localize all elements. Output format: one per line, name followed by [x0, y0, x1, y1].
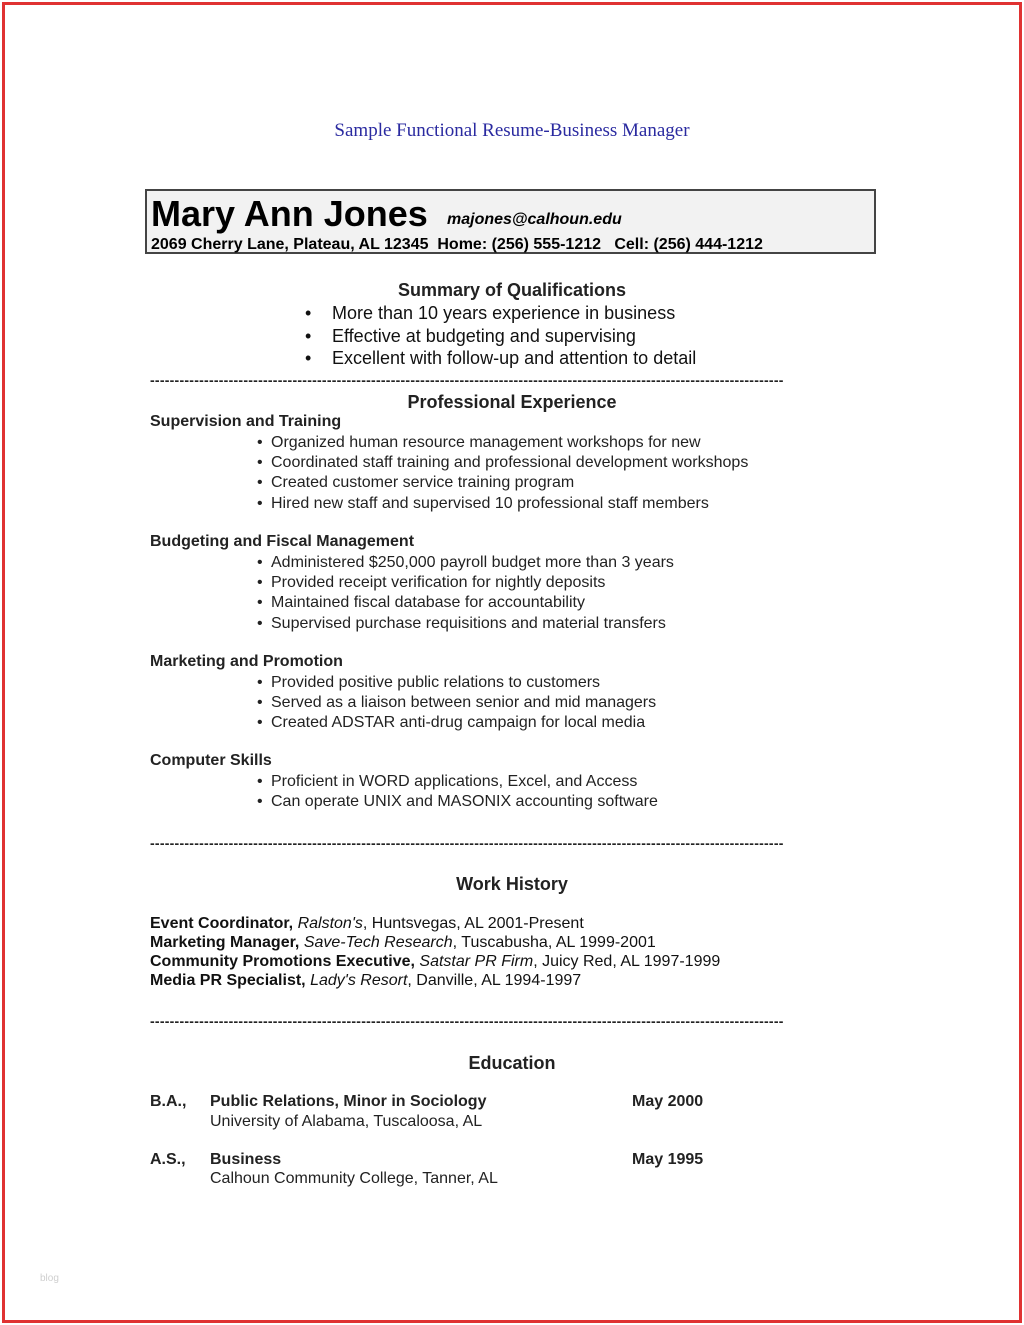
- list-item: • Effective at budgeting and supervising: [305, 325, 696, 348]
- list-item: • Coordinated staff training and professional development workshops: [257, 453, 748, 473]
- list-item: • Proficient in WORD applications, Excel, and Access: [257, 772, 658, 792]
- job-org: Satstar PR Firm: [419, 953, 534, 970]
- group-heading-marketing: Marketing and Promotion: [150, 653, 343, 670]
- school-name: University of Alabama, Tuscaloosa, AL: [210, 1113, 483, 1130]
- work-entry: [150, 933, 720, 952]
- group-heading-computer: Computer Skills: [150, 752, 272, 769]
- list-item: • Served as a liaison between senior and mid managers: [257, 693, 656, 713]
- list-item: • Provided positive public relations to customers: [257, 673, 656, 693]
- job-details: , Danville, AL 1994-1997: [407, 972, 582, 989]
- list-item: • Can operate UNIX and MASONIX accounting software: [257, 792, 658, 812]
- group-list-budgeting: [257, 553, 674, 634]
- summary-list: [305, 302, 696, 370]
- list-item: • Hired new staff and supervised 10 professional staff members: [257, 494, 748, 514]
- job-details: , Juicy Red, AL 1997-1999: [533, 953, 721, 970]
- group-list-computer: [257, 772, 658, 812]
- degree-label: A.S.,: [150, 1151, 186, 1168]
- degree-field: Public Relations, Minor in Sociology: [210, 1093, 487, 1110]
- section-divider: ---------------------------------------------------------------------------------------------------------------------------------: [150, 835, 784, 851]
- job-details: , Tuscabusha, AL 1999-2001: [452, 934, 656, 951]
- work-history-title: Work History: [456, 874, 568, 894]
- email-link[interactable]: majones@calhoun.edu: [447, 211, 622, 228]
- job-org: Ralston's: [297, 915, 363, 932]
- job-role: Marketing Manager,: [150, 934, 300, 951]
- group-list-marketing: [257, 673, 656, 734]
- degree-date: May 2000: [632, 1093, 704, 1110]
- section-divider: ---------------------------------------------------------------------------------------------------------------------------------: [150, 1013, 784, 1029]
- school-name: Calhoun Community College, Tanner, AL: [210, 1170, 498, 1187]
- contact-header: [145, 189, 876, 254]
- work-entry: [150, 952, 720, 971]
- list-item: • More than 10 years experience in business: [305, 302, 696, 325]
- section-divider: ---------------------------------------------------------------------------------------------------------------------------------: [150, 372, 784, 388]
- watermark-text: blog: [40, 1273, 59, 1284]
- work-entry: [150, 971, 720, 990]
- job-org: Lady's Resort: [310, 972, 408, 989]
- job-details: , Huntsvegas, AL 2001-Present: [362, 915, 584, 932]
- work-entry: [150, 914, 720, 933]
- education-title: Education: [468, 1053, 556, 1073]
- job-org: Save-Tech Research: [303, 934, 453, 951]
- degree-label: B.A.,: [150, 1093, 187, 1110]
- list-item: • Excellent with follow-up and attention to detail: [305, 347, 696, 370]
- document-title: Sample Functional Resume-Business Manager: [334, 120, 690, 141]
- list-item: • Created customer service training program: [257, 473, 748, 493]
- degree-date: May 1995: [632, 1151, 704, 1168]
- degree-field: Business: [210, 1151, 282, 1168]
- group-heading-budgeting: Budgeting and Fiscal Management: [150, 533, 415, 550]
- experience-title: Professional Experience: [407, 392, 617, 412]
- list-item: • Created ADSTAR anti-drug campaign for local media: [257, 713, 656, 733]
- address-line: 2069 Cherry Lane, Plateau, AL 12345 Home: (256) 555-1212 Cell: (256) 444-1212: [151, 236, 763, 253]
- list-item: • Provided receipt verification for nightly deposits: [257, 573, 674, 593]
- group-heading-supervision: Supervision and Training: [150, 413, 342, 430]
- list-item: • Organized human resource management workshops for new: [257, 433, 748, 453]
- applicant-name: Mary Ann Jones: [151, 193, 428, 234]
- group-list-supervision: [257, 433, 748, 514]
- job-role: Community Promotions Executive,: [150, 953, 415, 970]
- list-item: • Administered $250,000 payroll budget more than 3 years: [257, 553, 674, 573]
- job-role: Media PR Specialist,: [150, 972, 306, 989]
- list-item: • Maintained fiscal database for accountability: [257, 593, 674, 613]
- summary-title: Summary of Qualifications: [397, 280, 627, 300]
- job-role: Event Coordinator,: [150, 915, 294, 932]
- list-item: • Supervised purchase requisitions and material transfers: [257, 614, 674, 634]
- work-history-list: [150, 914, 720, 990]
